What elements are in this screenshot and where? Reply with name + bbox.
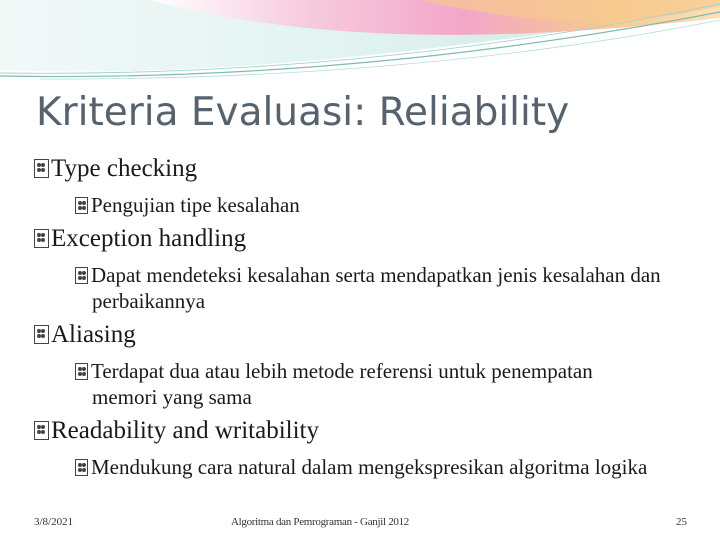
- sub-bullet-item: [34, 192, 694, 218]
- footer-course: Algoritma dan Pemrograman - Ganjil 2012: [230, 516, 409, 528]
- bullet-text: Exception handling: [51, 225, 247, 252]
- footer-page-number: 25: [676, 516, 687, 528]
- missing-glyph-box-icon: [34, 325, 49, 344]
- bullet-text: Readability and writability: [51, 417, 319, 444]
- missing-glyph-box-icon: [34, 421, 49, 440]
- sub-bullet-text: Terdapat dua atau lebih metode referensi untuk penempatan memori yang sama: [91, 359, 593, 409]
- missing-glyph-box-icon: [75, 363, 88, 380]
- missing-glyph-box-icon: [75, 197, 88, 214]
- missing-glyph-box-icon: [34, 159, 49, 178]
- decorative-banner: [0, 0, 720, 90]
- sub-bullet-item: [34, 454, 652, 480]
- missing-glyph-box-icon: [34, 229, 49, 248]
- missing-glyph-box-icon: [75, 267, 88, 284]
- bullet-item: [34, 154, 694, 184]
- sub-bullet-text: Pengujian tipe kesalahan: [91, 193, 300, 217]
- bullet-item: [34, 320, 694, 350]
- sub-bullet-text: Dapat mendeteksi kesalahan serta mendapatkan jenis kesalahan dan perbaikannya: [91, 263, 661, 313]
- sub-bullet-text: Mendukung cara natural dalam mengekspresikan algoritma logika: [91, 455, 648, 479]
- missing-glyph-box-icon: [75, 459, 88, 476]
- bullet-item: [34, 416, 694, 446]
- sub-bullet-item: [34, 358, 622, 410]
- sub-bullet-item: [34, 262, 662, 314]
- footer-date: 3/8/2021: [34, 516, 74, 528]
- bullet-text: Aliasing: [51, 321, 136, 348]
- bullet-list: [34, 154, 694, 480]
- bullet-text: Type checking: [51, 155, 198, 182]
- slide-title: Kriteria Evaluasi: Reliability: [36, 90, 570, 135]
- bullet-item: [34, 224, 694, 254]
